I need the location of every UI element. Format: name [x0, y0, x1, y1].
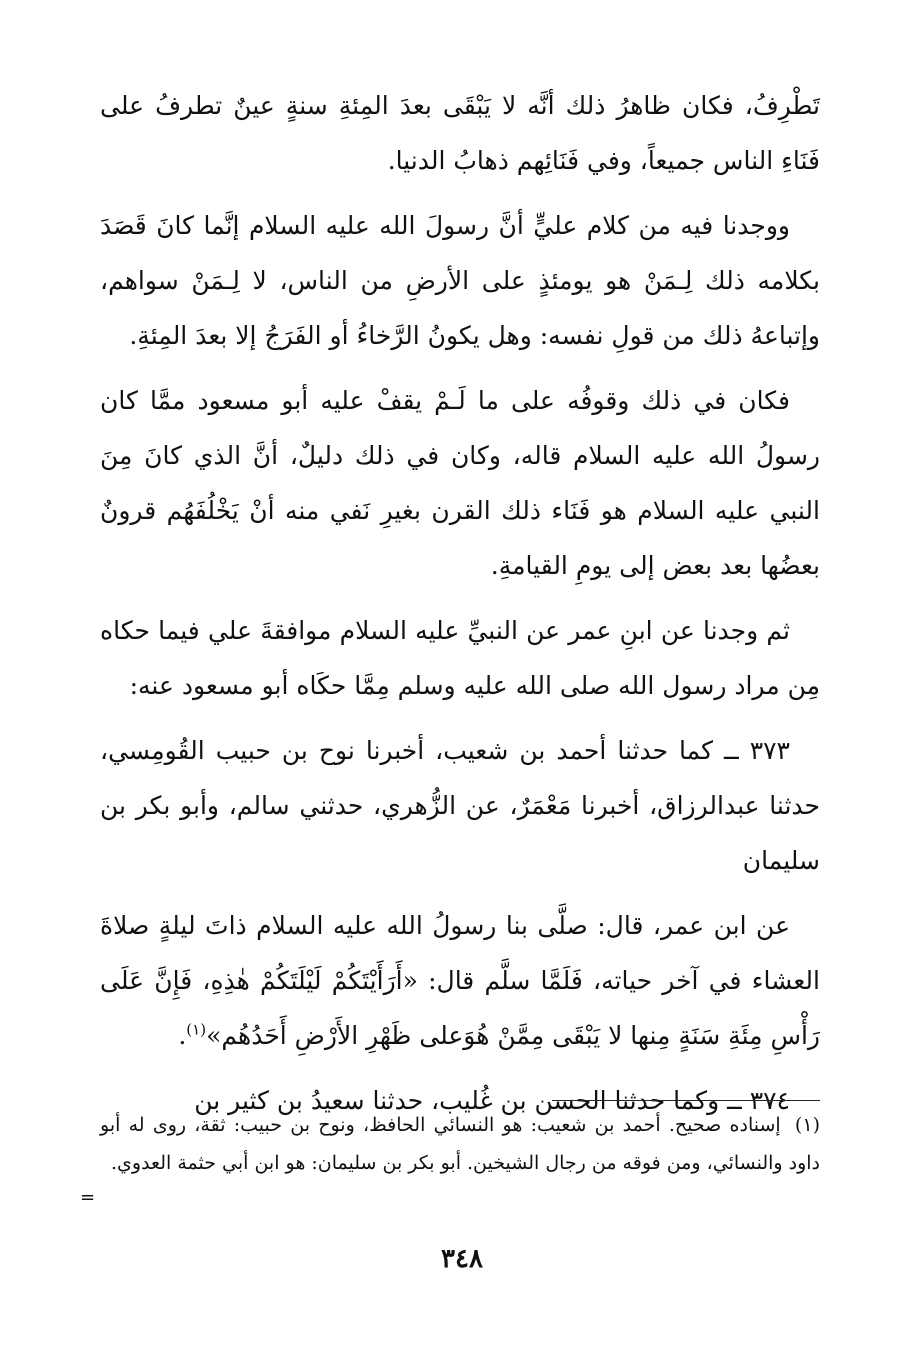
continued-mark: = — [80, 1187, 96, 1208]
hadith-373-matn: عن ابن عمر، قال: صلَّى بنا رسولُ الله عليه السلام ذاتَ ليلةٍ صلاةَ العشاء في آخر حياته، فَلَمَّا سلَّم قال: «أَرَأَيْتَكُمْ لَيْلَتَكُمْ هٰذِهِ، فَإِنَّ عَلَى رَأْسِ مِئَةِ سَنَةٍ مِنها لا يَبْقَى مِمَّنْ هُوَعلى ظَهْرِ الأَرْضِ أَحَدُهُم» — [100, 911, 820, 1050]
paragraph-2: ووجدنا فيه من كلام عليٍّ أنَّ رسولَ الله عليه السلام إنَّما كانَ قَصَدَ بكلامه ذلك لِـمَنْ هو يومئذٍ على الأرضِ من الناس، لا لِـمَنْ سواهم، وإتباعهُ ذلك من قولِ نفسه: وهل يكونُ الرَّخاءُ أو الفَرَجُ إلا بعدَ المِئةِ. — [100, 211, 820, 350]
paragraph-4: ثم وجدنا عن ابنِ عمر عن النبيِّ عليه السلام موافقةَ علي فيما حكاه مِن مراد رسول الله صلى الله عليه وسلم مِمَّا حكَاه أبو مسعود عنه: — [100, 616, 820, 700]
footnote-reference: (١) — [186, 1020, 207, 1039]
hadith-374-chain: ٣٧٤ ــ وكما حدثنا الحسن بن غُليب، حدثنا سعيدُ بن كثير بن — [194, 1086, 790, 1115]
footnote-marker: (١) — [794, 1114, 820, 1136]
hadith-373-chain: ٣٧٣ ــ كما حدثنا أحمد بن شعيب، أخبرنا نوح بن حبيب القُومِسي، حدثنا عبدالرزاق، أخبرنا مَعْمَرٌ، عن الزُّهري، حدثني سالم، وأبو بكر بن سليمان — [100, 736, 820, 875]
hadith-373-text — [100, 898, 820, 1063]
footnote-divider — [552, 1100, 820, 1101]
footnote-text: إسناده صحيح. أحمد بن شعيب: هو النسائي الحافظ، ونوح بن حبيب: ثقة، روى له أبو داود والنسائي، ومن فوقه من رجال الشيخين. أبو بكر بن سليمان: هو ابن أبي حثمة العدوي. — [100, 1114, 820, 1174]
paragraph-1: تَطْرِفُ، فكان ظاهرُ ذلك أنَّه لا يَبْقَى بعدَ المِئةِ سنةٍ عينٌ تطرفُ على فَنَاءِ الناس جميعاً، وفي فَنَائِهم ذهابُ الدنيا. — [100, 91, 820, 175]
page-number: ٣٤٨ — [441, 1244, 483, 1274]
final-punctuation: . — [178, 1021, 187, 1050]
footnote — [100, 1106, 820, 1182]
paragraph-3: فكان في ذلك وقوفُه على ما لَـمْ يقفْ عليه أبو مسعود ممَّا كان رسولُ الله عليه السلام قاله، وكان في ذلك دليلٌ، أنَّ الذي كانَ مِنَ النبي عليه السلام هو فَنَاء ذلك القرن بغيرِ نَفي منه أنْ يَخْلُفَهُم قرونٌ بعضُها بعد بعض إلى يومِ القيامةِ. — [100, 386, 820, 580]
main-text — [100, 78, 820, 1138]
